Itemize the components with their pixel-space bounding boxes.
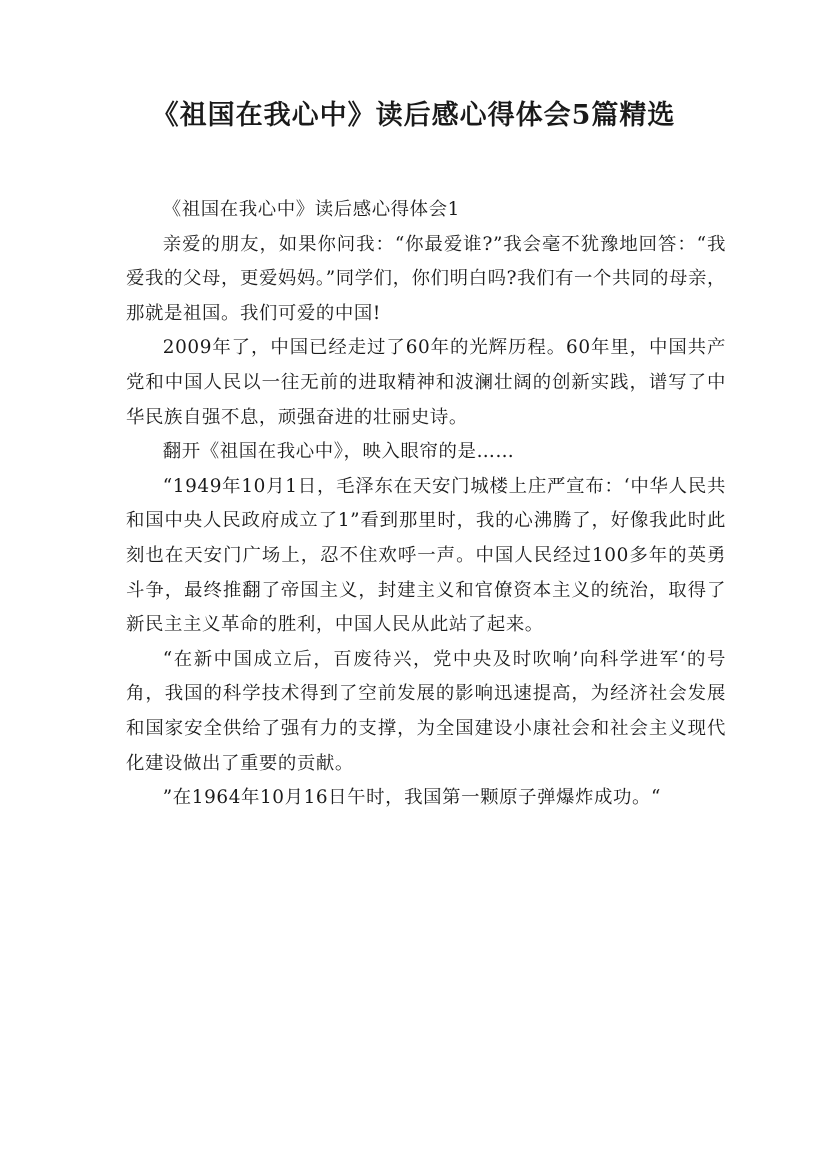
paragraph: 亲爱的朋友，如果你问我：“你最爱谁?”我会毫不犹豫地回答：“我爱我的父母，更爱妈妈。”同学们，你们明白吗?我们有一个共同的母亲，那就是祖国。我们可爱的中国! [126,233,726,324]
document-body [126,193,726,816]
paragraph: “1949年10月1日，毛泽东在天安门城楼上庄严宣布：‘中华人民共和国中央人民政府成立了1”看到那里时，我的心沸腾了，好像我此时此刻也在天安门广场上，忍不住欢呼一声。中国人民经过100多年的英勇斗争，最终推翻了帝国主义，封建主义和官僚资本主义的统治，取得了新民主主义革命的胜利，中国人民从此站了起来。 [126,475,726,636]
paragraph-subtitle: 《祖国在我心中》读后感心得体会1 [162,199,460,220]
paragraph: 翻开《祖国在我心中》，映入眼帘的是…… [162,441,515,463]
document-title: 《祖国在我心中》读后感心得体会5篇精选 [151,100,676,131]
paragraph: 2009年了，中国已经走过了60年的光辉历程。60年里，中国共产党和中国人民以一往无前的进取精神和波澜壮阔的创新实践，谱写了中华民族自强不息，顽强奋进的壮丽史诗。 [126,337,726,428]
paragraph: ”在1964年10月16日午时，我国第一颗原子弹爆炸成功。“ [162,787,662,809]
paragraph: “在新中国成立后，百废待兴，党中央及时吹响’向科学进军‘的号角，我国的科学技术得到了空前发展的影响迅速提高，为经济社会发展和国家安全供给了强有力的支撑，为全国建设小康社会和社会主义现代化建设做出了重要的贡献。 [126,648,726,774]
